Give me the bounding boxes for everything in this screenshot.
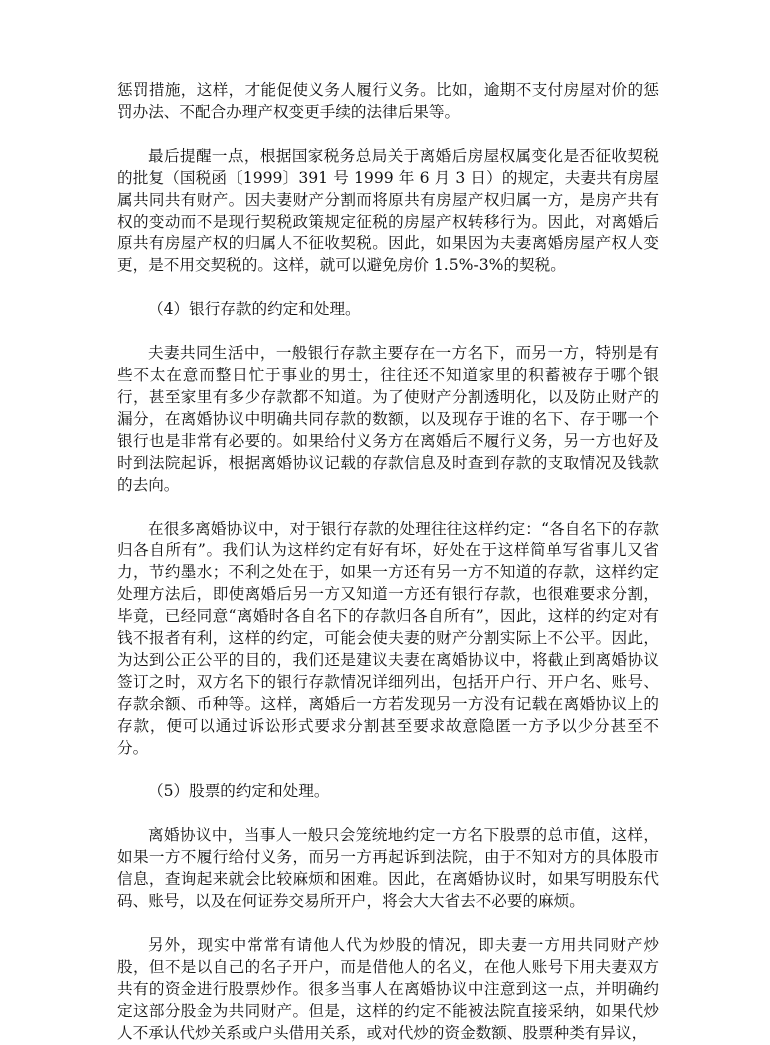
paragraph-stocks-intro: 离婚协议中，当事人一般只会笼统地约定一方名下股票的总市值，这样，如果一方不履行给付义务，而另一方再起诉到法院，由于不知对方的具体股市信息，查询起来就会比较麻烦和困难。因此，在离婚协议时，如果写明股东代码、账号，以及在何证券交易所开户，将会大大省去不必要的麻烦。 (117, 826, 659, 911)
paragraph-stocks-proxy-trading: 另外，现实中常常有请他人代为炒股的情况，即夫妻一方用共同财产炒股，但不是以自己的名子开户，而是借他人的名义，在他人账号下用夫妻双方共有的资金进行股票炒作。很多当事人在离婚协议中注意到这一点，并明确约定这部分股金为共同财产。但是，这样的约定不能被法院直接采纳，如果代炒人不承认代炒关系或户头借用关系，或对代炒的资金数额、股票种类有异议， (117, 936, 659, 1042)
paragraph-deed-tax-reminder: 最后提醒一点，根据国家税务总局关于离婚后房屋权属变化是否征收契税的批复（国税函〔1999〕391 号 1999 年 6 月 3 日）的规定，夫妻共有房屋属共同共有财产。因夫妻财产分割而将原共有房屋产权归属一方，是房产共有权的变动而不是现行契税政策规定征税的房屋产权转移行为。因此，对离婚后原共有房屋产权的归属人不征收契税。因此，如果因为夫妻离婚房屋产权人变更，是不用交契税的。这样，就可以避免房价 1.5%-3%的契税。 (117, 146, 659, 275)
paragraph-bank-deposits-agreement: 在很多离婚协议中，对于银行存款的处理往往这样约定：“各自名下的存款归各自所有”。我们认为这样约定有好有坏，好处在于这样简单写省事儿又省力，节约墨水；不利之处在于，如果一方还有另一方不知道的存款，这样约定处理方法后，即使离婚后另一方又知道一方还有银行存款，也很难要求分割，毕竟，已经同意“离婚时各自名下的存款归各自所有”，因此，这样的约定对有钱不报者有利，这样的约定，可能会使夫妻的财产分割实际上不公平。因此，为达到公正公平的目的，我们还是建议夫妻在离婚协议中，将截止到离婚协议签订之时，双方名下的银行存款情况详细列出，包括开户行、开户名、账号、存款余额、币种等。这样，离婚后一方若发现另一方没有记载在离婚协议上的存款，便可以通过诉讼形式要求分割甚至要求故意隐匿一方予以少分甚至不分。 (117, 519, 659, 757)
document-page (117, 80, 659, 1045)
paragraph-continuation: 惩罚措施，这样，才能促使义务人履行义务。比如，逾期不支付房屋对价的惩罚办法、不配合办理产权变更手续的法律后果等。 (117, 81, 659, 121)
section-heading-stocks: （5）股票的约定和处理。 (148, 782, 330, 801)
section-heading-bank-deposits: （4）银行存款的约定和处理。 (148, 300, 361, 319)
paragraph-bank-deposits-intro: 夫妻共同生活中，一般银行存款主要存在一方名下，而另一方，特别是有些不太在意而整日忙于事业的男士，往往还不知道家里的积蓄被存于哪个银行，甚至家里有多少存款都不知道。为了使财产分割透明化，以及防止财产的漏分，在离婚协议中明确共同存款的数额，以及现存于谁的名下、存于哪一个银行也是非常有必要的。如果给付义务方在离婚后不履行义务，另一方也好及时到法院起诉，根据离婚协议记载的存款信息及时查到存款的支取情况及钱款的去向。 (117, 344, 659, 494)
